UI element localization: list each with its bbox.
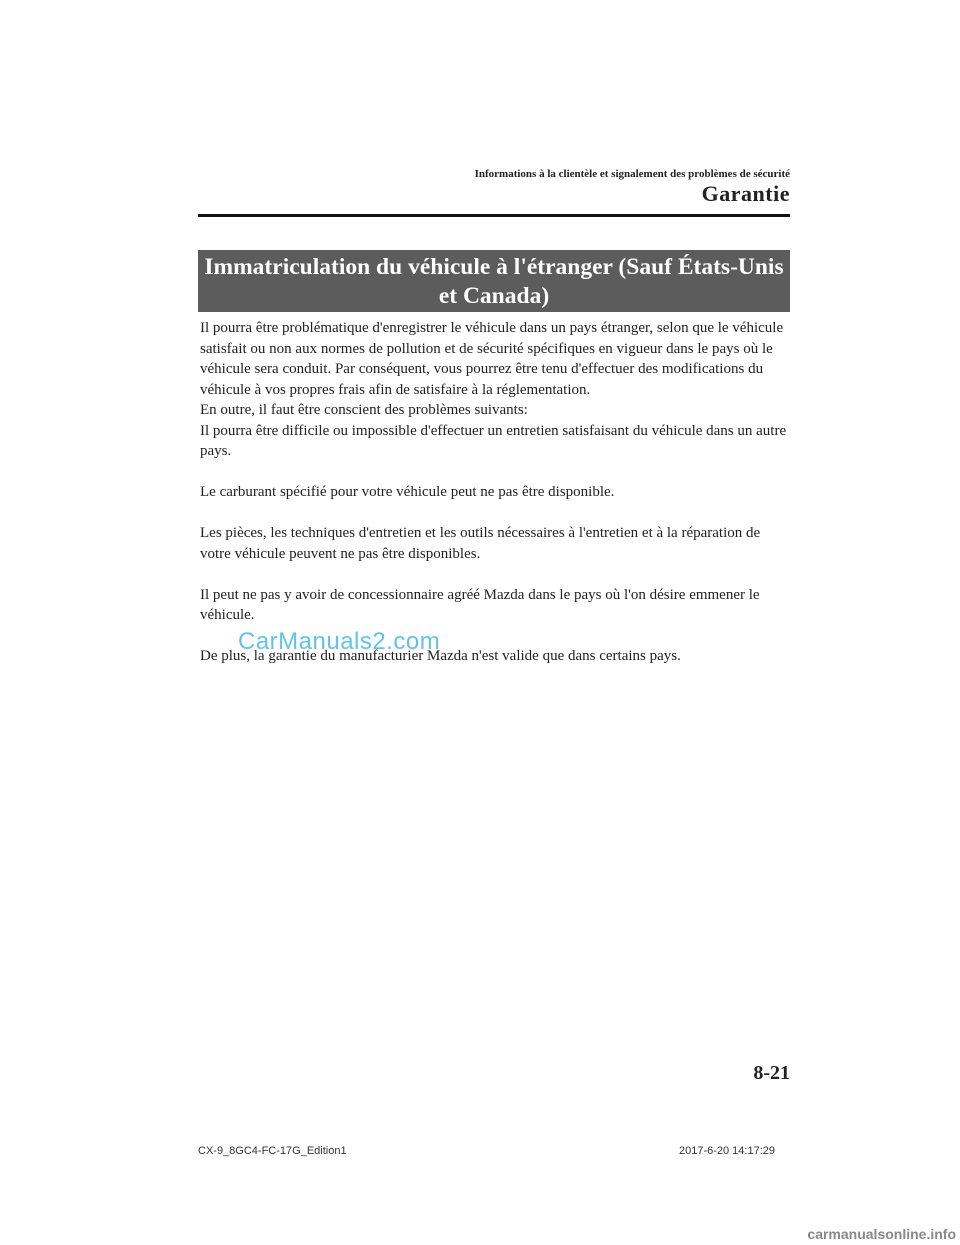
- paragraph-issues-intro: En outre, il faut être conscient des problèmes suivants:: [200, 402, 528, 418]
- footer-timestamp: 2017-6-20 14:17:29: [678, 1145, 775, 1157]
- page-header-subtitle: Informations à la clientèle et signalement des problèmes de sécurité: [474, 168, 790, 180]
- header-rule: [198, 214, 790, 217]
- body-text: [200, 318, 790, 667]
- page-header-title: Garantie: [701, 181, 790, 206]
- site-watermark: carmanualsonline.info: [807, 1226, 956, 1242]
- paragraph-parts: Les pièces, les techniques d'entretien et les outils nécessaires à l'entretien et à la réparation de votre véhicule peuvent ne pas être disponibles.: [200, 525, 761, 562]
- section-banner: [198, 250, 790, 312]
- page-number: 8-21: [753, 1062, 790, 1084]
- paragraph-fuel: Le carburant spécifié pour votre véhicule peut ne pas être disponible.: [200, 484, 615, 500]
- footer-edition: CX-9_8GC4-FC-17G_Edition1: [198, 1145, 347, 1157]
- paragraph-warranty: De plus, la garantie du manufacturier Mazda n'est valide que dans certains pays.: [200, 648, 681, 664]
- section-heading-line1: Immatriculation du véhicule à l'étranger (Sauf États-Unis: [204, 254, 784, 280]
- paragraph-maintenance: Il pourra être difficile ou impossible d'effectuer un entretien satisfaisant du véhicule dans un autre pays.: [200, 422, 787, 459]
- paragraph-dealer: Il peut ne pas y avoir de concessionnaire agréé Mazda dans le pays où l'on désire emmener le véhicule.: [200, 586, 760, 623]
- paragraph-registration: Il pourra être problématique d'enregistrer le véhicule dans un pays étranger, selon que le véhicule satisfait ou non aux normes de pollution et de sécurité spécifiques en vigueur dans le pays où le véhicule sera conduit. Par conséquent, vous pourrez être tenu d'effectuer des modifications du véhicule à vos propres frais afin de satisfaire à la réglementation.: [200, 320, 784, 398]
- section-heading-line2: et Canada): [438, 283, 550, 309]
- watermark-link[interactable]: CarManuals2.com: [238, 628, 441, 655]
